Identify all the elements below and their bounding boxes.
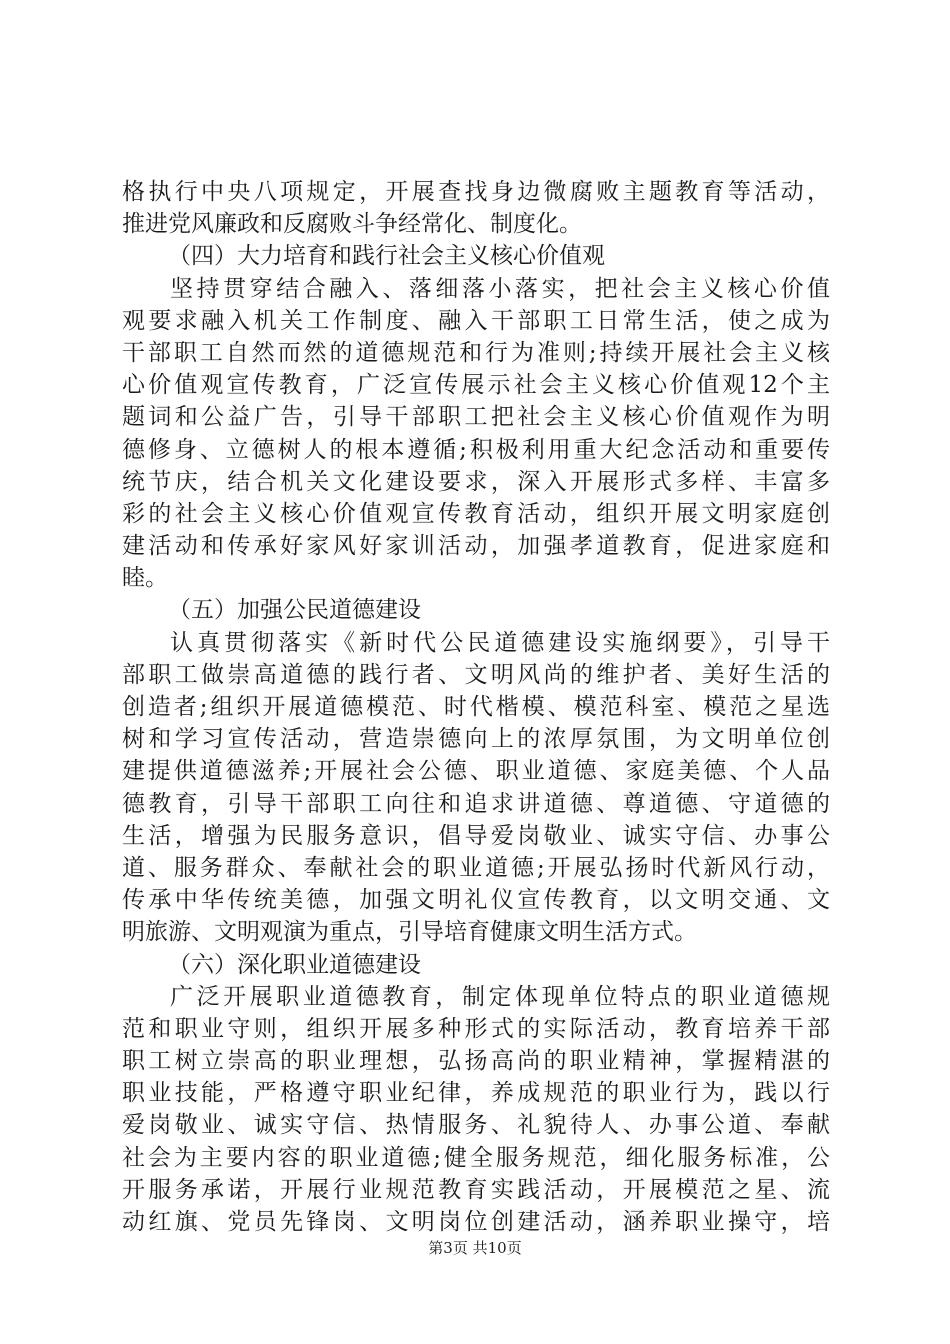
- paragraph-line: 德教育，引导干部职工向往和追求讲道德、尊道德、守道德的: [122, 790, 830, 817]
- paragraph-line: 睦。: [122, 565, 168, 592]
- paragraph-line: 爱岗敬业、诚实守信、热情服务、礼貌待人、办事公道、奉献: [122, 1112, 830, 1139]
- paragraph-line: 德修身、立德树人的根本遵循;积极利用重大纪念活动和重要传: [122, 436, 830, 463]
- paragraph-line: 生活，增强为民服务意识，倡导爱岗敬业、诚实守信、办事公: [122, 822, 830, 849]
- paragraph-line: 建提供道德滋养;开展社会公德、职业道德、家庭美德、个人品: [122, 758, 830, 785]
- paragraph-line: 社会为主要内容的职业道德;健全服务规范，细化服务标准，公: [122, 1144, 830, 1171]
- paragraph-line: 开服务承诺，开展行业规范教育实践活动，开展模范之星、流: [122, 1176, 830, 1203]
- paragraph-line: 职工树立崇高的职业理想，弘扬高尚的职业精神，掌握精湛的: [122, 1048, 830, 1075]
- section-heading: （四）大力培育和践行社会主义核心价值观: [168, 243, 605, 270]
- document-body: [122, 176, 830, 1238]
- paragraph-line: 格执行中央八项规定，开展查找身边微腐败主题教育等活动，: [122, 179, 830, 205]
- paragraph-line: 创造者;组织开展道德模范、时代楷模、模范科室、模范之星选: [122, 694, 830, 720]
- paragraph-line: 心价值观宣传教育，广泛宣传展示社会主义核心价值观12个主: [122, 372, 830, 399]
- page-footer: 第3页 共10页: [428, 1239, 522, 1257]
- paragraph-line: 坚持贯穿结合融入、落细落小落实，把社会主义核心价值: [170, 275, 830, 302]
- paragraph-line: 广泛开展职业道德教育，制定体现单位特点的职业道德规: [170, 983, 830, 1010]
- paragraph-line: 建活动和传承好家风好家训活动，加强孝道教育，促进家庭和: [122, 533, 830, 560]
- paragraph-line: 观要求融入机关工作制度、融入干部职工日常生活，使之成为: [122, 307, 830, 334]
- paragraph-line: 明旅游、文明观演为重点，引导培育健康文明生活方式。: [122, 919, 697, 946]
- paragraph-line: 彩的社会主义核心价值观宣传教育活动，组织开展文明家庭创: [122, 500, 830, 527]
- paragraph-line: 干部职工自然而然的道德规范和行为准则;持续开展社会主义核: [122, 339, 830, 366]
- paragraph-line: 范和职业守则，组织开展多种形式的实际活动，教育培养干部: [122, 1015, 830, 1042]
- section-heading: （五）加强公民道德建设: [168, 597, 421, 624]
- paragraph-line: 职业技能，严格遵守职业纪律，养成规范的职业行为，践以行: [122, 1080, 830, 1107]
- paragraph-line: 传承中华传统美德，加强文明礼仪宣传教育，以文明交通、文: [122, 887, 830, 914]
- paragraph-line: 道、服务群众、奉献社会的职业道德;开展弘扬时代新风行动，: [122, 854, 830, 881]
- paragraph-line: 统节庆，结合机关文化建设要求，深入开展形式多样、丰富多: [122, 468, 830, 495]
- paragraph-line: 部职工做崇高道德的践行者、文明风尚的维护者、美好生活的: [122, 661, 830, 688]
- paragraph-line: 认真贯彻落实《新时代公民道德建设实施纲要》，引导干: [170, 629, 830, 656]
- paragraph-line: 树和学习宣传活动，营造崇德向上的浓厚氛围，为文明单位创: [122, 726, 830, 753]
- section-heading: （六）深化职业道德建设: [168, 951, 421, 978]
- paragraph-line: 题词和公益广告，引导干部职工把社会主义核心价值观作为明: [122, 404, 830, 431]
- paragraph-line: 动红旗、党员先锋岗、文明岗位创建活动，涵养职业操守，培: [122, 1209, 830, 1235]
- paragraph-line: 推进党风廉政和反腐败斗争经常化、制度化。: [122, 211, 582, 238]
